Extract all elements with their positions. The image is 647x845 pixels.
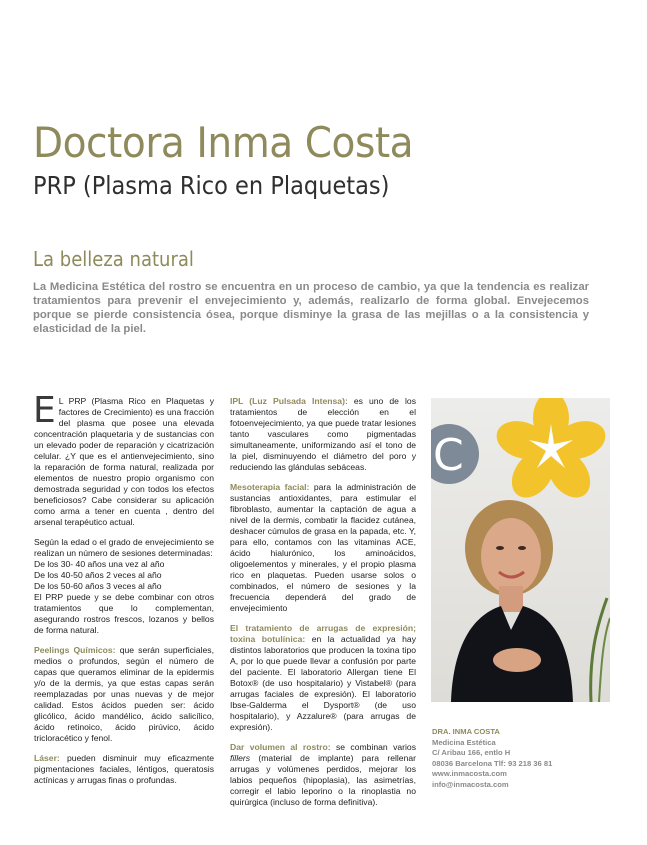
- section-heading: La belleza natural: [33, 247, 194, 271]
- volume-text-a: se combinan varios: [330, 742, 416, 752]
- volume-paragraph: [230, 742, 416, 808]
- text-column-1: [33, 390, 214, 795]
- session-line: De los 50-60 años 3 veces al año: [34, 581, 162, 591]
- doctor-photo: [431, 398, 610, 702]
- volume-fillers: fillers: [230, 753, 251, 763]
- ipl-label: IPL (Luz Pulsada Intensa):: [230, 396, 348, 406]
- meso-label: Mesoterapia facial:: [230, 482, 310, 492]
- ipl-paragraph: [230, 396, 416, 473]
- meso-paragraph: [230, 482, 416, 614]
- page-title: Doctora Inma Costa: [33, 118, 414, 167]
- credit-website-link[interactable]: www.inmacosta.com: [432, 769, 507, 778]
- meso-text: para la administración de sustancias antioxidantes, para estimular el fibroblasto, aumentar la captación de agua a nivel de la dermis, combatir la flacidez cutánea, deshacer cúmulos de grasa en la papada, etc. Y, para ello, contamos con las vitaminas ACE, ácido hialurónico, los aminoácidos, oligoelementos y minerales, y el propio plasma rico en plaquetas. Pueden usarse solos o combinados, el número de sesiones y la frecuencia dependerá del grado de envejecimiento: [230, 482, 417, 613]
- contact-credit: [432, 727, 612, 790]
- intro-paragraph: [33, 390, 214, 528]
- laser-text: pueden disminuir muy eficazmente pigmentaciones faciales, léntigos, queratosis actínicas y arrugas finas o profundas.: [34, 753, 214, 785]
- session-line: De los 40-50 años 2 veces al año: [34, 570, 162, 580]
- credit-line: C/ Aribau 166, entlo H: [432, 748, 511, 757]
- credit-name: DRA. INMA COSTA: [432, 727, 500, 736]
- page-subtitle: PRP (Plasma Rico en Plaquetas): [33, 171, 390, 200]
- credit-line: 08036 Barcelona Tlf: 93 218 36 81: [432, 758, 553, 768]
- wrinkles-text: en la actualidad ya hay distintos laboratorios que producen la toxina tipo A, por lo que puede llevar a confusión por parte del paciente. El laboratorio Allergan tiene El Botox® (de uso hospitalario) y Vistabel® (para arrugas faciales de expresión). El laboratorio Ibse-Galderma el Dysport® (de uso hospitalario), y Azzalure® (para arrugas de expresión).: [230, 634, 416, 732]
- face-shape: [481, 518, 541, 594]
- doctor-portrait-illustration: [431, 398, 610, 702]
- volume-text-b: (material de implante) para rellenar arrugas y volúmenes perdidos, mejorar los labios pequeños (hipoplasia), las asimetrías, corregir el labio leporino o la rinoplastia no quirúrgica (incluso de forma definitiva).: [230, 753, 416, 807]
- credit-line: Medicina Estética: [432, 737, 496, 747]
- peelings-paragraph: [34, 645, 214, 744]
- logo-letter: C: [433, 430, 464, 481]
- sessions-outro: El PRP puede y se debe combinar con otros tratamientos que lo complementan, asegurando rostros frescos, lozanos y bellos de forma natural.: [34, 592, 214, 635]
- laser-paragraph: [34, 753, 214, 786]
- sessions-intro: Según la edad o el grado de envejecimiento se realizan un número de sesiones determinadas:: [34, 537, 214, 558]
- wrinkles-paragraph: [230, 623, 416, 733]
- credit-email-link[interactable]: info@inmacosta.com: [432, 779, 509, 789]
- peelings-label: Peelings Químicos:: [34, 645, 116, 655]
- lead-paragraph: La Medicina Estética del rostro se encuentra en un proceso de cambio, ya que la tendencia es realizar tratamientos para prevenir el envejecimiento y, además, realizarlo de forma global. Envejecemos porque se pierde consistencia ósea, porque disminye la grasa de las mejillas o a la consistencia y elasticidad de la piel.: [33, 281, 589, 335]
- wrinkles-label: El tratamiento de arrugas de expresión; toxina botulínica:: [230, 623, 416, 644]
- sessions-block: [34, 537, 214, 592]
- drop-cap: E: [33, 390, 56, 431]
- ipl-text: es uno de los tratamientos de elección en el fotoenvejecimiento, ya que puede tratar lesiones tanto vasculares como pigmentadas simultaneamente, uniformizando así el tono de la piel, disminuyendo el diámetro del poro y reduciendo las glándulas sebáceas.: [230, 396, 416, 472]
- laser-label: Láser:: [34, 753, 60, 763]
- intro-text: L PRP (Plasma Rico en Plaquetas y factores de Crecimiento) es una fracción del plasma que posee una elevada concentración plaquetaria y de sustancias con un elevado poder de reparación y cicatrización celular. ¿Y que es el antienvejecimiento, sino la reparación de forma natural, realizada por elementos de nuestro propio organismo con demostrada seguridad y con todos los efectos beneficiosos? Cabe considerar su aplicación como arma a tener en cuenta , dentro del arsenal terapéutico actual.: [34, 396, 214, 527]
- session-line: De los 30- 40 años una vez al año: [34, 559, 165, 569]
- flower-logo-icon: [492, 398, 610, 506]
- text-column-2: [230, 396, 416, 817]
- peelings-text: que serán superficiales, medios o profundos, según el número de capas que queramos eliminar de la epidermis y/o de la dermis, ya que estas capas serán reemplazadas por unas nuevas y de mejor calidad. Estos ácidos pueden ser: ácido glicólico, ácido mandélico, ácido salicílico, ácido retinoico, ácido pirúvico, ácido tricloracético y fenol.: [34, 645, 214, 743]
- volume-label: Dar volumen al rostro:: [230, 742, 331, 752]
